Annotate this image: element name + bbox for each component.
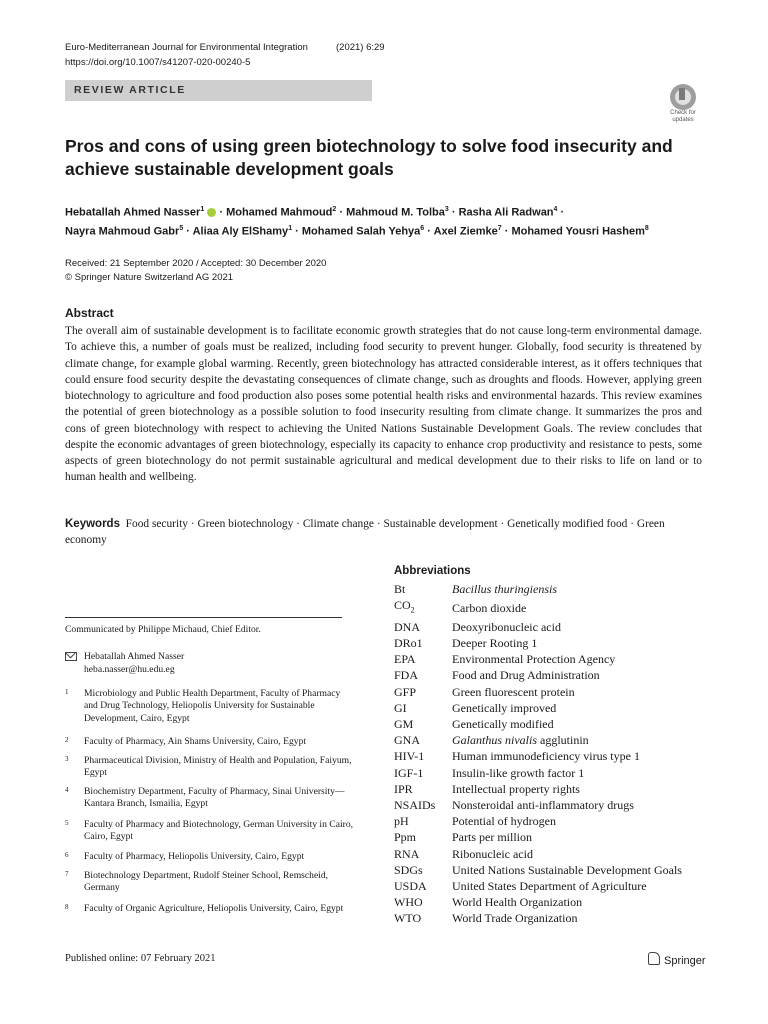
abbreviation-term: SDGs bbox=[394, 862, 423, 877]
abbreviation-row bbox=[394, 732, 714, 748]
abbreviation-row bbox=[394, 748, 714, 764]
corresponding-author-email[interactable]: heba.nasser@hu.edu.eg bbox=[84, 663, 175, 675]
abbreviation-definition: Deeper Rooting 1 bbox=[452, 636, 538, 650]
abbreviation-row bbox=[394, 846, 714, 862]
article-dates bbox=[65, 257, 326, 285]
abbreviation-term: HIV-1 bbox=[394, 749, 425, 764]
doi-link[interactable]: https://doi.org/10.1007/s41207-020-00240-5 bbox=[65, 57, 251, 68]
abbreviation-row bbox=[394, 781, 714, 797]
abbreviation-definition: United Nations Sustainable Development Goals bbox=[452, 862, 682, 877]
abbreviation-row bbox=[394, 862, 714, 878]
publisher-logo bbox=[648, 952, 706, 967]
envelope-icon bbox=[65, 652, 77, 661]
abbreviation-term: IGF-1 bbox=[394, 765, 424, 780]
abbreviation-term: GI bbox=[394, 700, 407, 715]
abbreviation-term: RNA bbox=[394, 846, 420, 861]
abbreviation-definition: Carbon dioxide bbox=[452, 600, 527, 615]
abstract-text: The overall aim of sustainable development is to facilitate economic growth strategies that do not cause long-term environmental damage. To achieve this, a number of goals must be realized, including food security to prevent hunger. Globally, food security is threatened by climate change, for example global warming. Recently, green biotechnology has attracted considerable interest, as it offers techniques that could ensure food security despite the devastating consequences of climate change, such as droughts and floods. However, applying green biotechnology to agriculture and food production also poses some potential health risks and environmental hazards. This review examines the potential of green biotechnology as a possible solution to food insecurity resulting from climate change. It summarizes the pros and cons of green biotechnology with respect to achieving the United Nations Sustainable Development Goals. The review concludes that despite the economic advantages of green biotechnology, especially its capacity to enhance crop productivity and resistance to pests, some aspects of green biotechnology do not permit sustainable agricultural and medical development due to their risks to life on land or to human health and wellbeing. bbox=[65, 325, 702, 484]
journal-header bbox=[65, 42, 385, 53]
abbreviation-definition: Human immunodeficiency virus type 1 bbox=[452, 749, 640, 764]
abbreviation-row bbox=[394, 684, 714, 700]
abbreviation-term: USDA bbox=[394, 879, 427, 894]
abbreviation-definition: Intellectual property rights bbox=[452, 781, 580, 796]
abbreviation-row bbox=[394, 619, 714, 635]
publisher-name: Springer bbox=[664, 955, 706, 967]
author-name[interactable]: Rasha Ali Radwan bbox=[458, 206, 554, 219]
abbreviation-definition: Deoxyribonucleic acid bbox=[452, 619, 561, 634]
author-name[interactable]: Mohamed Salah Yehya bbox=[301, 225, 421, 238]
abbreviation-row bbox=[394, 581, 714, 597]
abbreviation-term: NSAIDs bbox=[394, 798, 436, 813]
abbreviation-row bbox=[394, 797, 714, 813]
author-name[interactable]: Mahmoud M. Tolba bbox=[346, 206, 445, 219]
keywords-heading: Keywords bbox=[65, 518, 120, 530]
abbreviation-term: $CO_2$ bbox=[394, 598, 415, 615]
corresponding-author-name: Hebatallah Ahmed Nasser bbox=[84, 651, 185, 662]
copyright-notice: © Springer Nature Switzerland AG 2021 bbox=[65, 272, 234, 283]
abbreviation-term: Bt bbox=[394, 582, 406, 596]
abbreviation-term: FDA bbox=[394, 668, 419, 683]
footnote-divider bbox=[65, 617, 342, 618]
abbreviation-term: EPA bbox=[394, 652, 416, 667]
abbreviation-definition: Genetically improved bbox=[452, 700, 557, 715]
article-type-label: REVIEW ARTICLE bbox=[74, 84, 186, 96]
abbreviation-row bbox=[394, 651, 714, 667]
author-list: Hebatallah Ahmed Nasser$^1$ · Mohamed Mahmoud$^2$ · Mahmoud M. Tolba$^3$ · Rasha Ali Radwan$^4$ · Nayra Mahmoud Gabr$^5$ · Aliaa Aly ElShamy$^1$ · Mohamed Salah Yehya$^6$ · Axel Ziemke$^7$ · Mohamed Yousri Hashem$^8$ bbox=[65, 206, 649, 238]
author-name[interactable]: Axel Ziemke bbox=[433, 225, 498, 238]
abbreviation-term: Ppm bbox=[394, 830, 417, 845]
abbreviation-row bbox=[394, 597, 714, 619]
author-name[interactable]: Mohamed Mahmoud bbox=[226, 206, 333, 219]
abstract-heading: Abstract bbox=[65, 306, 114, 320]
abbreviation-row bbox=[394, 716, 714, 732]
abbreviation-row bbox=[394, 910, 714, 926]
springer-horse-icon bbox=[648, 952, 660, 965]
abbreviation-term: pH bbox=[394, 814, 409, 829]
abbreviation-definition: United States Department of Agriculture bbox=[452, 879, 647, 894]
abbreviation-row bbox=[394, 829, 714, 845]
abbreviation-term: DNA bbox=[394, 619, 420, 634]
communicated-by: Communicated by Philippe Michaud, Chief Editor. bbox=[65, 624, 261, 635]
abbreviation-definition: World Health Organization bbox=[452, 895, 583, 910]
abbreviation-definition: World Trade Organization bbox=[452, 911, 578, 926]
orcid-icon[interactable] bbox=[207, 208, 216, 217]
published-online-date: Published online: 07 February 2021 bbox=[65, 953, 216, 964]
author-name[interactable]: Aliaa Aly ElShamy bbox=[192, 225, 289, 238]
received-accepted-dates: Received: 21 September 2020 / Accepted: 30 December 2020 bbox=[65, 258, 327, 269]
abbreviation-row bbox=[394, 667, 714, 683]
abbreviations-table bbox=[394, 581, 714, 927]
abbreviation-definition: Food and Drug Administration bbox=[452, 668, 600, 683]
abbreviation-definition: Ribonucleic acid bbox=[452, 846, 533, 861]
abbreviation-term: IPR bbox=[394, 781, 413, 796]
author-name[interactable]: Nayra Mahmoud Gabr bbox=[65, 225, 180, 238]
abbreviation-definition: Environmental Protection Agency bbox=[452, 652, 616, 667]
keywords-list: Food security · Green biotechnology · Climate change · Sustainable development · Genetically modified food · Green economy bbox=[65, 518, 665, 546]
abbreviation-term: WHO bbox=[394, 895, 423, 910]
keywords bbox=[65, 516, 702, 548]
check-updates-icon bbox=[670, 84, 696, 110]
journal-citation: (2021) 6:29 bbox=[336, 42, 385, 53]
abbreviation-definition: Bacillus thuringiensis bbox=[452, 582, 557, 596]
abbreviation-term: GFP bbox=[394, 684, 417, 699]
abbreviation-term: WTO bbox=[394, 911, 422, 926]
abbreviation-definition: Potential of hydrogen bbox=[452, 814, 556, 829]
author-name[interactable]: Hebatallah Ahmed Nasser bbox=[65, 206, 201, 219]
abbreviation-row bbox=[394, 700, 714, 716]
article-title: Pros and cons of using green biotechnology to solve food insecurity and achieve sustainable development goals bbox=[65, 136, 673, 179]
check-updates-label: Check for updates bbox=[670, 110, 696, 123]
abbreviation-row bbox=[394, 894, 714, 910]
abbreviation-definition: Insulin-like growth factor 1 bbox=[452, 765, 585, 780]
check-for-updates-button[interactable] bbox=[664, 84, 702, 124]
abbreviation-definition: Nonsteroidal anti-inflammatory drugs bbox=[452, 798, 634, 813]
journal-name: Euro-Mediterranean Journal for Environmental Integration bbox=[65, 42, 308, 53]
abbreviation-definition: Genetically modified bbox=[452, 717, 554, 732]
abbreviation-definition: Parts per million bbox=[452, 830, 532, 845]
article-type-banner bbox=[65, 80, 372, 101]
abbreviation-term: DRo1 bbox=[394, 636, 423, 650]
abbreviation-row bbox=[394, 878, 714, 894]
abbreviation-definition: Green fluorescent protein bbox=[452, 684, 575, 699]
abbreviation-row bbox=[394, 635, 714, 651]
abbreviation-row bbox=[394, 765, 714, 781]
abbreviation-term: GM bbox=[394, 717, 414, 732]
abbreviation-row bbox=[394, 813, 714, 829]
abbreviation-definition: Galanthus nivalis agglutinin bbox=[452, 733, 589, 748]
abbreviation-term: GNA bbox=[394, 733, 420, 748]
abbreviations-heading: Abbreviations bbox=[394, 565, 471, 577]
author-name[interactable]: Mohamed Yousri Hashem bbox=[511, 225, 645, 238]
